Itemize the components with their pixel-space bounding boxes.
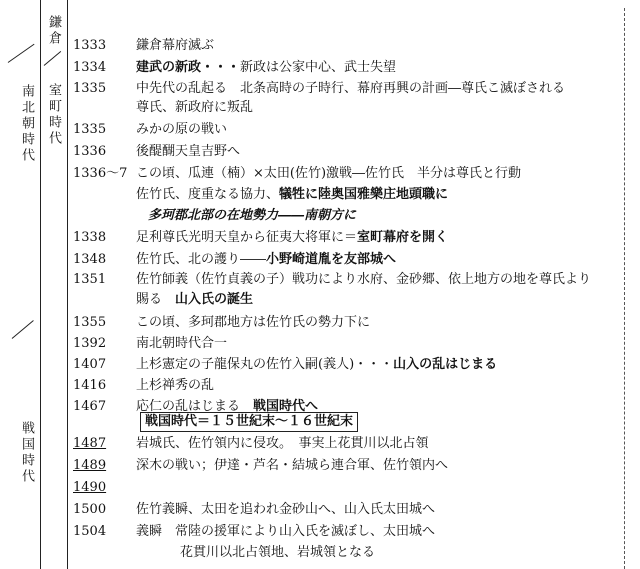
era-kamakura: 鎌倉	[46, 15, 61, 47]
event-text: 鎌倉幕府滅ぶ	[136, 38, 215, 53]
year: 1336～7	[73, 166, 128, 181]
event-text: この頃、瓜連（楠）×太田(佐竹)激戦―佐竹氏 半分は尊氏と行動	[136, 166, 522, 181]
event-text: 上杉禅秀の乱	[136, 378, 215, 393]
event-text: 佐竹師義（佐竹貞義の子）戦功により水府、金砂郷、依上地方の地を尊氏より	[136, 272, 592, 287]
event-bold: 室町幕府を開く	[357, 230, 449, 245]
era-divider-3	[12, 320, 34, 339]
col-rule-2	[67, 0, 68, 569]
event-text: 賜る 山入氏の誕生	[136, 292, 254, 307]
year: 1335	[73, 122, 107, 137]
year: 1351	[73, 272, 107, 287]
event-text: 足利尊氏光明天皇から征夷大将軍に＝室町幕府を開く	[136, 230, 449, 245]
event-text: 中先代の乱起る 北条高時の子時行、幕府再興の計画―尊氏こ滅ぼされる	[136, 81, 566, 96]
year: 1489	[73, 458, 107, 473]
year: 1338	[73, 230, 107, 245]
year: 1467	[73, 399, 107, 414]
event-bold: 山入氏の誕生	[175, 292, 254, 307]
col-rule-1	[40, 0, 41, 569]
year: 1416	[73, 378, 107, 393]
event-text: みかの原の戦い	[136, 122, 228, 137]
event-bold: 戦国時代へ	[253, 399, 319, 414]
event-text: 佐竹義瞬、太田を追われ金砂山へ、山入氏太田城へ	[136, 502, 436, 517]
event-text: 義瞬 常陸の援軍により山入氏を滅ぼし、太田城へ	[136, 524, 436, 539]
event-bold: 犠牲に陸奥国雅樂庄地頭職に	[279, 187, 449, 202]
year: 1336	[73, 144, 107, 159]
event-text: 多珂郡北部の在地勢力――南朝方に	[148, 208, 357, 223]
year: 1487	[73, 436, 107, 451]
year: 1490	[73, 480, 107, 495]
year: 1333	[73, 38, 107, 53]
event-text: 佐竹氏、北の護り――小野崎道胤を友部城へ	[136, 252, 397, 267]
event-text: 佐竹氏、度重なる協力、犠牲に陸奥国雅樂庄地頭職に	[136, 187, 449, 202]
year: 1335	[73, 81, 107, 96]
event-text: 深木の戦い；伊達・芦名・結城ら連合軍、佐竹領内へ	[136, 458, 449, 473]
year: 1392	[73, 336, 107, 351]
event-text: 南北朝時代合一	[136, 336, 228, 351]
era-sengoku: 戦国時代	[19, 421, 34, 485]
event-text: 後醍醐天皇吉野へ	[136, 144, 241, 159]
event-text: 応仁の乱はじまる 戦国時代へ	[136, 399, 319, 414]
right-border	[624, 8, 625, 569]
year: 1355	[73, 315, 107, 330]
event-bold: 小野崎道胤を友部城へ	[266, 252, 397, 267]
event-text: 花貫川以北占領地、岩城領となる	[180, 545, 376, 560]
year: 1348	[73, 252, 107, 267]
year: 1504	[73, 524, 107, 539]
era-nanbokucho: 南北朝時代	[19, 84, 34, 164]
event-text: 尊氏、新政府に叛乱	[136, 100, 254, 115]
year: 1334	[73, 60, 107, 75]
era-divider-1	[8, 44, 35, 63]
event-bold: 建武の新政・・・	[136, 60, 241, 75]
year: 1500	[73, 502, 107, 517]
event-text: 上杉憲定の子龍保丸の佐竹入嗣(義人)・・・山入の乱はじまる	[136, 357, 498, 372]
event-text: 岩城氏、佐竹領内に侵攻。 事実上花貫川以北占領	[136, 436, 429, 451]
event-text: この頃、多珂郡地方は佐竹氏の勢力下に	[136, 315, 371, 330]
sengoku-period-box: 戦国時代＝１５世紀末～１６世紀末	[140, 412, 358, 432]
event-bold: 山入の乱はじまる	[393, 357, 498, 372]
event-text: 建武の新政・・・新政は公家中心、武士失望	[136, 60, 397, 75]
year: 1407	[73, 357, 107, 372]
era-muromachi: 室町時代	[46, 83, 61, 147]
